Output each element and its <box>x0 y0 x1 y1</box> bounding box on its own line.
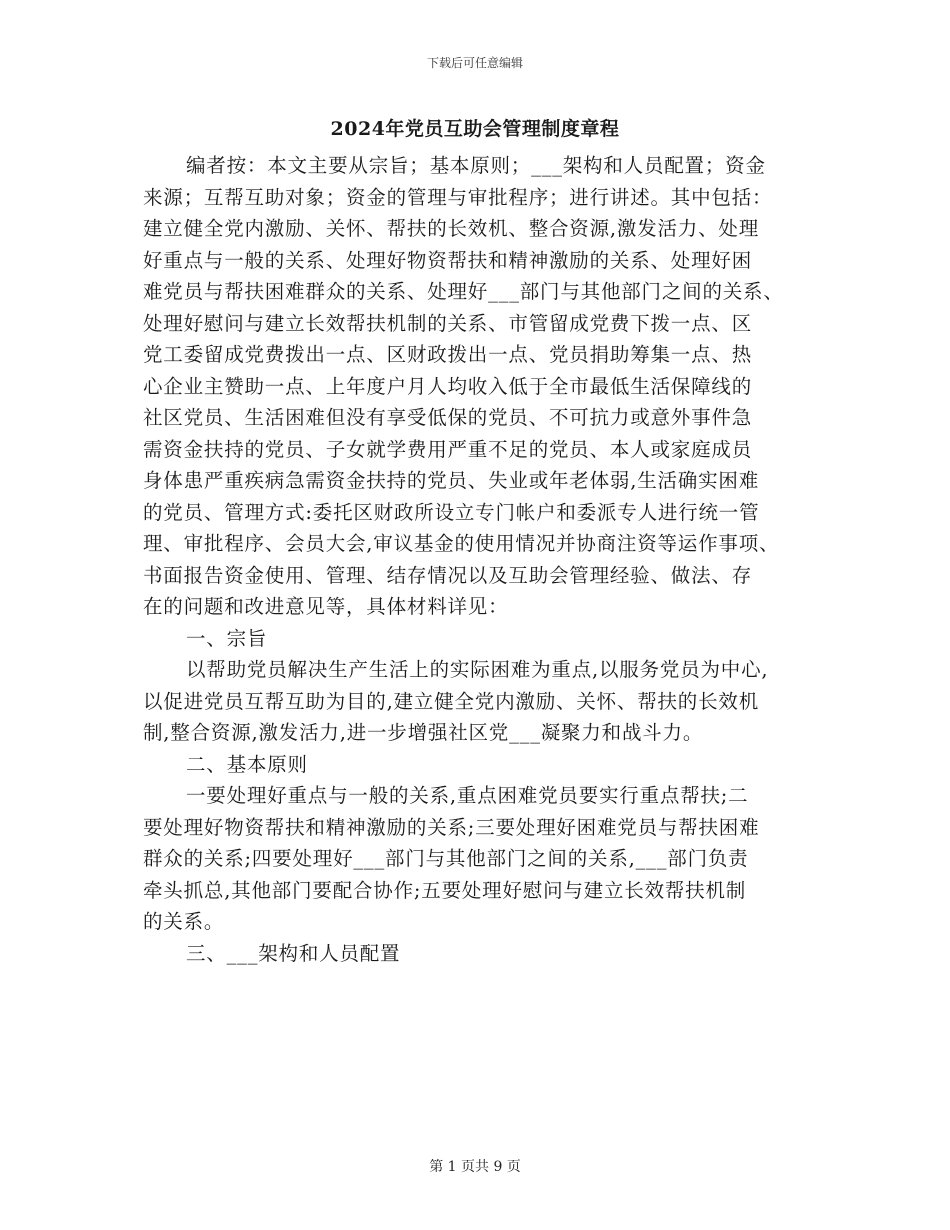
body-line: 需资金扶持的党员、子女就学费用严重不足的党员、本人或家庭成员 <box>143 437 753 461</box>
body-line: 来源；互帮互助对象；资金的管理与审批程序；进行讲述。其中包括： <box>143 185 773 209</box>
section-heading: 三、___架构和人员配置 <box>186 941 401 965</box>
body-line: 群众的关系;四要处理好___部门与其他部门之间的关系,___部门负责 <box>143 847 749 870</box>
body-line: 身体患严重疾病急需资金扶持的党员、失业或年老体弱,生活确实困难 <box>143 469 759 492</box>
section-heading: 二、基本原则 <box>186 752 308 776</box>
body-line: 难党员与帮扶困难群众的关系、处理好___部门与其他部门之间的关系、 <box>143 280 784 303</box>
body-line: 的关系。 <box>143 910 225 933</box>
body-line: 的党员、管理方式:委托区财政所设立专门帐户和委派专人进行统一管 <box>143 500 760 524</box>
document-body <box>143 150 823 969</box>
body-line: 处理好慰问与建立长效帮扶机制的关系、市管留成党费下拨一点、区 <box>143 311 753 335</box>
body-line: 好重点与一般的关系、处理好物资帮扶和精神激励的关系、处理好困 <box>143 248 753 272</box>
body-line: 一要处理好重点与一般的关系,重点困难党员要实行重点帮扶;二 <box>186 784 749 807</box>
editor-note-line: 编者按：本文主要从宗旨；基本原则；___架构和人员配置；资金 <box>186 154 766 177</box>
body-line: 党工委留成党费拨出一点、区财政拨出一点、党员捐助筹集一点、热 <box>143 343 753 366</box>
body-line: 理、审批程序、会员大会,审议基金的使用情况并协商注资等运作事项、 <box>143 532 780 555</box>
body-line: 心企业主赞助一点、上年度户月人均收入低于全市最低生活保障线的 <box>143 374 753 398</box>
body-line: 社区党员、生活困难但没有享受低保的党员、不可抗力或意外事件急 <box>143 406 753 429</box>
page-indicator: 第 1 页共 9 页 <box>429 1159 521 1175</box>
document-title: 2024年党员互助会管理制度章程 <box>330 118 620 140</box>
section-heading: 一、宗旨 <box>186 626 268 650</box>
body-line: 以促进党员互帮互助为目的,建立健全党内激励、关怀、帮扶的长效机 <box>143 689 759 713</box>
body-line: 建立健全党内激励、关怀、帮扶的长效机、整合资源,激发活力、处理 <box>143 217 759 240</box>
body-line: 书面报告资金使用、管理、结存情况以及互助会管理经验、做法、存 <box>143 563 753 587</box>
body-line: 牵头抓总,其他部门要配合协作;五要处理好慰问与建立长效帮扶机制 <box>143 878 747 902</box>
body-line: 要处理好物资帮扶和精神激励的关系;三要处理好困难党员与帮扶困难 <box>143 815 760 839</box>
body-line: 在的问题和改进意见等，具体材料详见： <box>143 595 509 618</box>
header-note: 下载后可任意编辑 <box>426 56 523 70</box>
body-line: 制,整合资源,激发活力,进一步增强社区党___凝聚力和战斗力。 <box>143 721 704 744</box>
body-line: 以帮助党员解决生产生活上的实际困难为重点,以服务党员为中心, <box>186 658 769 681</box>
